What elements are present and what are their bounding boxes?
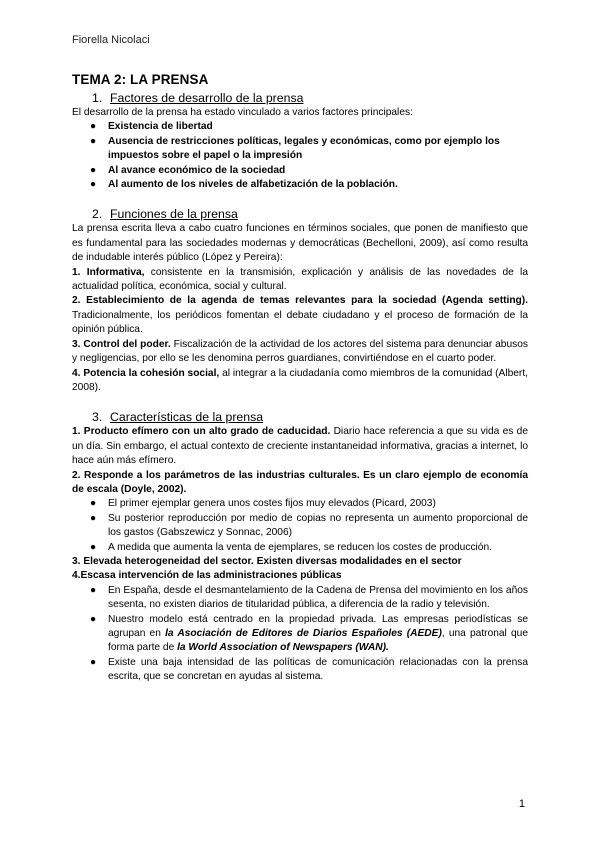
- list-item: ● Al avance económico de la sociedad: [72, 164, 528, 178]
- section-3-number: 3.: [92, 410, 103, 425]
- section-1-intro: El desarrollo de la prensa ha estado vinculado a varios factores principales:: [72, 107, 413, 118]
- bullet-icon: ●: [90, 179, 97, 191]
- section-2-title: Funciones de la prensa: [110, 207, 238, 222]
- characteristic-item-1: 1. Producto efímero con un alto grado de caducidad. Diario hace referencia a que su vida es de un día. Sin embargo, el actual contexto de creciente instantaneidad informativa, gracias a internet, lo hace aún más efímero.: [72, 426, 528, 467]
- list-item: ● En España, desde el desmantelamiento de la Cadena de Prensa del movimiento en los años sesenta, no existen diarios de titularidad pública, a diferencia de la radio y televisión.: [90, 584, 528, 611]
- list-item: ● A medida que aumenta la venta de ejemplares, se reducen los costes de producción.: [72, 541, 528, 555]
- characteristic-item-4: 4.Escasa intervención de las administraciones públicas: [72, 570, 342, 582]
- section-3-heading: [72, 410, 528, 425]
- function-item-3: 3. Control del poder. Fiscalización de la actividad de los actores del sistema para denunciar abusos y negligencias, por ello se les denomina perros guardianes, convirtiéndose en el cuarto poder.: [72, 338, 528, 365]
- section-1-number: 1.: [92, 91, 103, 105]
- section-2-number: 2.: [92, 207, 103, 222]
- section-2-heading: [72, 207, 528, 222]
- header-author: Fiorella Nicolaci: [72, 34, 150, 46]
- bullet-icon: ●: [90, 498, 97, 510]
- document-body: [72, 72, 528, 685]
- page-number: 1: [518, 798, 525, 810]
- section-1-heading: [72, 91, 528, 106]
- list-item: ● Existencia de libertad: [72, 120, 528, 134]
- list-item: ● Existe una baja intensidad de las políticas de comunicación relacionadas con la prensa escrita, que se concretan en ayudas al sistema.: [90, 656, 528, 683]
- list-item: ● Al aumento de los niveles de alfabetización de la población.: [72, 178, 528, 192]
- list-item: ● Nuestro modelo está centrado en la propiedad privada. Las empresas periodísticas se agrupan en la Asociación de Editores de Diarios Españoles (AEDE), una patronal que forma parte de la World Association of Newspapers (WAN).: [90, 613, 528, 654]
- characteristic-item-2: 2. Responde a los parámetros de las industrias culturales. Es un claro ejemplo de economía de escala (Doyle, 2002).: [72, 469, 528, 495]
- characteristic-2-bullet-list: [72, 497, 528, 555]
- bullet-icon: ●: [90, 164, 97, 176]
- function-item-2: 2. Establecimiento de la agenda de temas relevantes para la sociedad (Agenda setting). Tradicionalmente, los periódicos fomentan el debate ciudadano y el proceso de formación de la opinión pública.: [72, 295, 528, 336]
- bullet-icon: ●: [90, 584, 97, 596]
- section-2-intro: La prensa escrita lleva a cabo cuatro funciones en términos sociales, que ponen de manifiesto que es fundamental para las sociedades modernas y democráticas (Bechelloni, 2009), así como resulta de indudable interés público (López y Pereira):: [72, 223, 528, 264]
- bullet-icon: ●: [90, 656, 97, 668]
- characteristic-item-3: 3. Elevada heterogeneidad del sector. Existen diversas modalidades en el sector: [72, 555, 462, 567]
- bullet-icon: ●: [90, 613, 97, 625]
- list-item: ● Ausencia de restricciones políticas, legales y económicas, como por ejemplo los impuestos sobre el papel o la impresión: [90, 135, 500, 162]
- bullet-icon: ●: [90, 121, 97, 133]
- function-item-4: 4. Potencia la cohesión social, al integrar a la ciudadanía como miembros de la comunidad (Albert, 2008).: [72, 367, 528, 393]
- document-title: TEMA 2: LA PRENSA: [72, 72, 209, 87]
- function-item-1: 1. Informativa, consistente en la transmisión, explicación y análisis de las novedades de la actualidad política, económica, social y cultural.: [72, 266, 528, 293]
- bullet-icon: ●: [90, 135, 97, 147]
- section-3-title: Características de la prensa: [110, 410, 264, 425]
- bullet-icon: ●: [90, 541, 97, 553]
- characteristic-4-bullet-list: [72, 584, 528, 685]
- bullet-icon: ●: [90, 512, 97, 524]
- section-1-bullet-list: [72, 120, 528, 192]
- list-item: ● Su posterior reproducción por medio de copias no representa un aumento proporcional de los gastos (Gabszewicz y Sonnac, 2006): [90, 512, 528, 539]
- list-item: ● El primer ejemplar genera unos costes fijos muy elevados (Picard, 2003): [72, 497, 528, 511]
- section-1-title: Factores de desarrollo de la prensa: [110, 91, 304, 105]
